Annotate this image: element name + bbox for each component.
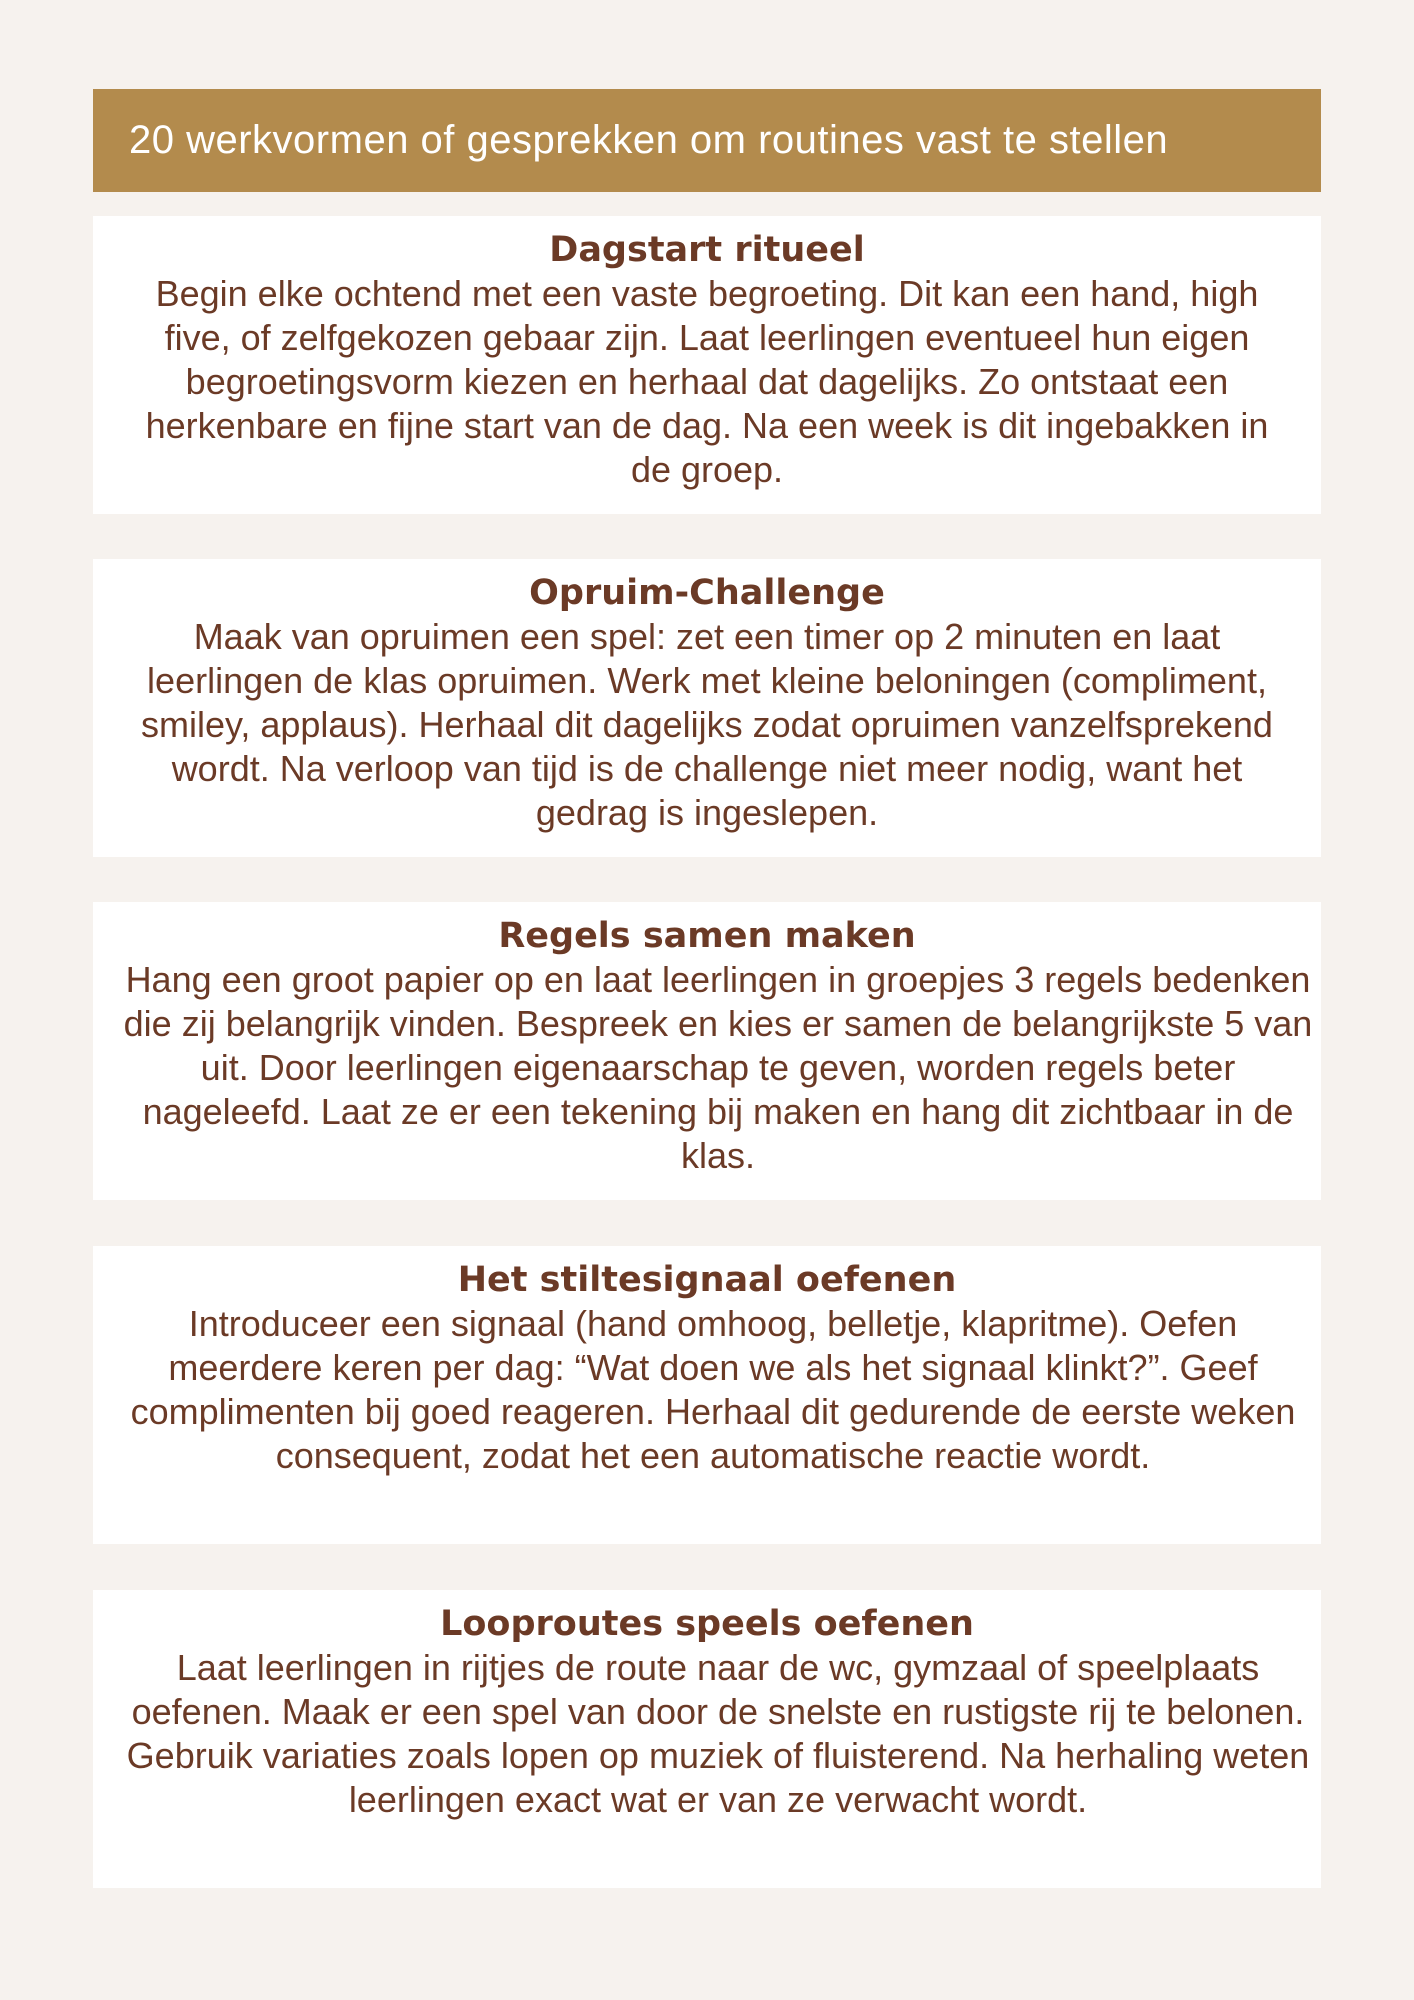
card-body: Maak van opruimen een spel: zet een timer op 2 minuten en laat leerlingen de klas opruimen. Werk met kleine beloningen (compliment, smiley, applaus). Herhaal dit dagelijks zodat opruimen vanzelfsprekend wordt. Na verloop van tijd is de challenge niet meer nodig, want het gedrag is ingeslepen. <box>141 616 1273 833</box>
card-title: Opruim-Challenge <box>529 573 885 613</box>
routine-card-dagstart <box>93 216 1321 514</box>
card-body: Laat leerlingen in rijtjes de route naar de wc, gymzaal of speelplaats oefenen. Maak er een spel van door de snelste en rustigste rij te belonen. Gebruik variaties zoals lopen op muziek of fluisterend. Na herhaling weten leerlingen exact wat er van ze verwacht wordt. <box>126 1647 1310 1820</box>
routine-card-looproutes <box>93 1590 1321 1888</box>
routine-card-stiltesignaal <box>93 1246 1321 1544</box>
card-title: Regels samen maken <box>498 916 916 956</box>
card-body: Begin elke ochtend met een vaste begroeting. Dit kan een hand, high five, of zelfgekozen gebaar zijn. Laat leerlingen eventueel hun eigen begroetingsvorm kiezen en herhaal dat dagelijks. Zo ontstaat een herkenbare en fijne start van de dag. Na een week is dit ingebakken in de groep. <box>145 273 1269 490</box>
card-body: Introduceer een signaal (hand omhoog, belletje, klapritme). Oefen meerdere keren per dag: “Wat doen we als het signaal klinkt?”. Geef complimenten bij goed reageren. Herhaal dit gedurende de eerste weken consequent, zodat het een automatische reactie wordt. <box>130 1303 1296 1476</box>
card-title: Het stiltesignaal oefenen <box>457 1260 957 1300</box>
routine-card-opruim <box>93 559 1321 857</box>
card-title: Looproutes speels oefenen <box>440 1604 974 1644</box>
routine-card-regels <box>93 902 1321 1200</box>
page-title: 20 werkvormen of gesprekken om routines vast te stellen <box>129 118 1169 162</box>
card-body: Hang een groot papier op en laat leerlingen in groepjes 3 regels bedenken die zij belangrijk vinden. Bespreek en kies er samen de belangrijkste 5 van uit. Door leerlingen eigenaarschap te geven, worden regels beter nageleefd. Laat ze er een tekening bij maken en hang dit zichtbaar in de klas. <box>123 959 1313 1176</box>
card-title: Dagstart ritueel <box>549 230 865 270</box>
page-header <box>93 89 1321 192</box>
